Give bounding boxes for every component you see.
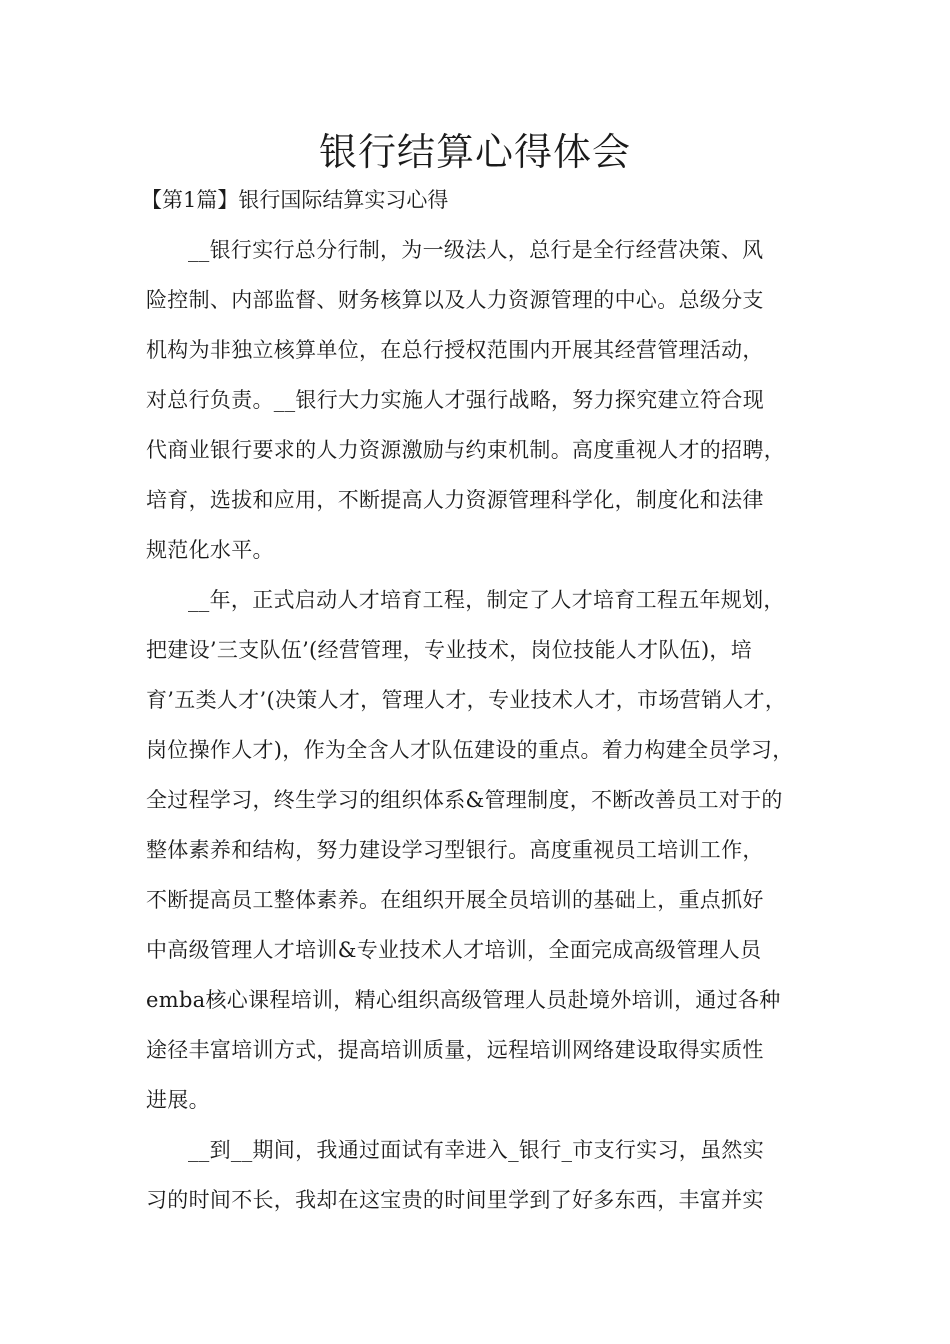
paragraph-line: emba核心课程培训，精心组织高级管理人员赴境外培训，通过各种 [146, 988, 781, 1012]
paragraph-line: 规范化水平。 [146, 538, 274, 562]
paragraph-line: 育’五类人才’(决策人才，管理人才，专业技术人才，市场营销人才， [146, 688, 787, 712]
paragraph-line: 机构为非独立核算单位，在总行授权范围内开展其经营管理活动， [146, 338, 764, 362]
paragraph-line: 全过程学习，终生学习的组织体系&管理制度，不断改善员工对于的 [146, 788, 783, 812]
document-title: 银行结算心得体会 [318, 130, 631, 174]
paragraph-line: __到__期间，我通过面试有幸进入_银行_市支行实习，虽然实 [188, 1138, 764, 1162]
paragraph-line: 对总行负责。__银行大力实施人才强行战略，努力探究建立符合现 [146, 388, 764, 412]
paragraph-line: 代商业银行要求的人力资源激励与约束机制。高度重视人才的招聘， [146, 438, 785, 462]
paragraph-line: 进展。 [146, 1088, 210, 1112]
paragraph-line: 整体素养和结构，努力建设学习型银行。高度重视员工培训工作， [146, 838, 764, 862]
section-heading: 【第1篇】银行国际结算实习心得 [141, 188, 449, 212]
paragraph-line: 途径丰富培训方式，提高培训质量，远程培训网络建设取得实质性 [146, 1038, 764, 1062]
paragraph-line: 险控制、内部监督、财务核算以及人力资源管理的中心。总级分支 [146, 288, 764, 312]
paragraph-line: 习的时间不长，我却在这宝贵的时间里学到了好多东西，丰富并实 [146, 1188, 764, 1212]
paragraph-line: 不断提高员工整体素养。在组织开展全员培训的基础上，重点抓好 [146, 888, 764, 912]
paragraph-line: __年，正式启动人才培育工程，制定了人才培育工程五年规划， [188, 588, 785, 612]
paragraph-line: 岗位操作人才)，作为全含人才队伍建设的重点。着力构建全员学习， [146, 738, 794, 762]
paragraph-line: 把建设’三支队伍’(经营管理，专业技术，岗位技能人才队伍)，培 [146, 638, 753, 662]
paragraph-line: __银行实行总分行制，为一级法人，总行是全行经营决策、风 [188, 238, 764, 262]
paragraph-line: 中高级管理人才培训&专业技术人才培训，全面完成高级管理人员 [146, 938, 762, 962]
paragraph-line: 培育，选拔和应用，不断提高人力资源管理科学化，制度化和法律 [146, 488, 764, 512]
